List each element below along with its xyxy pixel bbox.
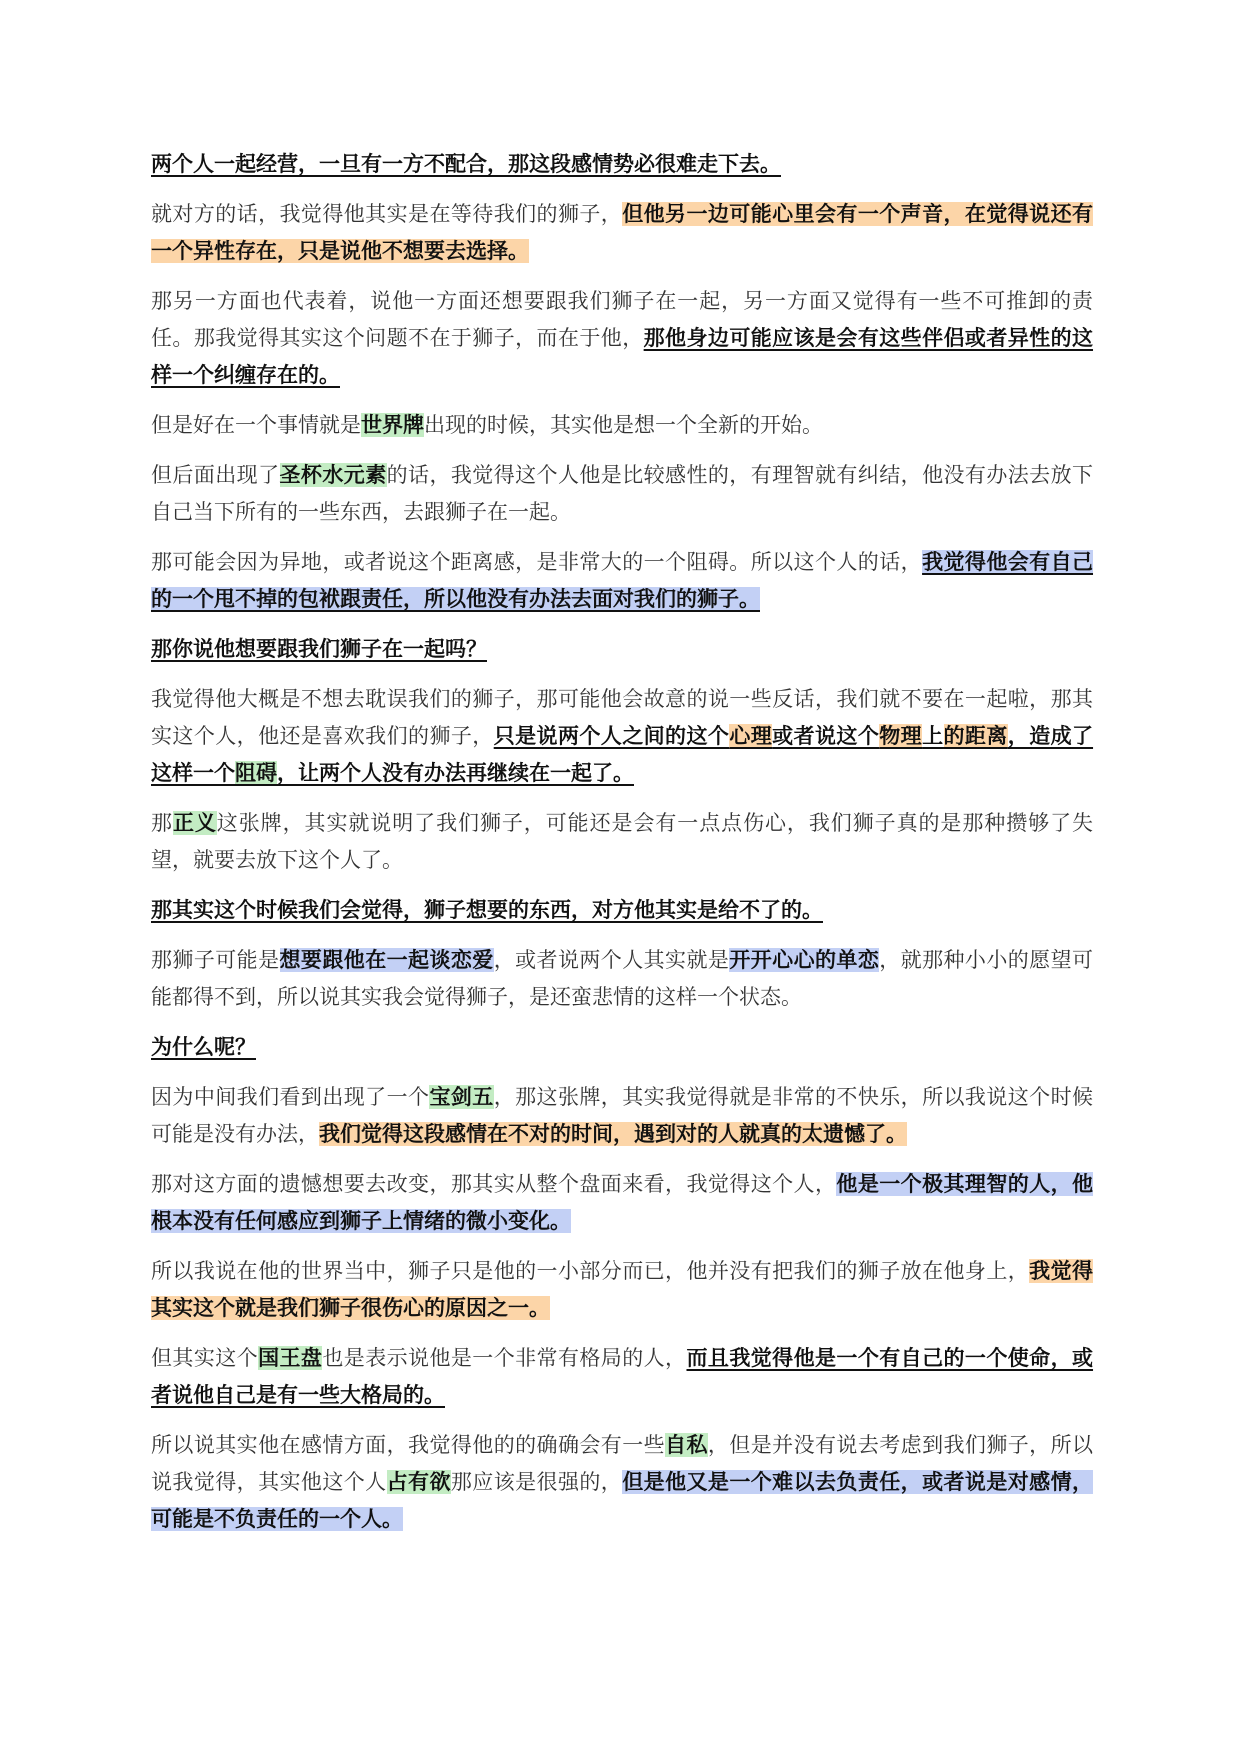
underlined-text: 而且我觉得他是一个有自己的一个使命，或者说他自己是有一些大格局的。 — [151, 1346, 1094, 1407]
text-segment: 出现的时候，其实他是想一个全新的开始。 — [424, 413, 823, 437]
text-segment: 所以说其实他在感情方面，我觉得他的的确确会有一些 — [151, 1433, 666, 1457]
text-segment: ，或者说两个人其实就是 — [493, 948, 730, 972]
paragraph — [151, 631, 1093, 668]
highlighted-text: 但他另一边可能心里会有一个声音，在觉得说还有一个异性存在，只是说他不想要去选择。 — [151, 202, 1094, 263]
highlighted-text: 我们觉得这段感情在不对的时间，遇到对的人就真的太遗憾了。 — [319, 1122, 907, 1146]
text-segment: 那应该是很强的， — [450, 1470, 623, 1494]
paragraph — [151, 805, 1093, 879]
paragraph — [151, 681, 1093, 792]
highlighted-text: 物理 — [879, 724, 923, 748]
text-segment: 的话，我觉得这个人他是比较感性的，有理智就有纠结，他没有办法去放下自己当下所有的一些东西，去跟狮子在一起。 — [151, 463, 1094, 524]
text-segment: ，那这张牌，其实我觉得就是非常的不快乐，所以我说这个时候可能是没有办法， — [151, 1085, 1094, 1146]
paragraph — [151, 1427, 1093, 1538]
text-segment: 这张牌，其实就说明了我们狮子，可能还是会有一点点伤心，我们狮子真的是那种攒够了失望，就要去放下这个人了。 — [151, 811, 1094, 872]
text-segment: 所以我说在他的世界当中，狮子只是他的一小部分而已，他并没有把我们的狮子放在他身上， — [151, 1259, 1030, 1283]
text-segment: 但是好在一个事情就是 — [151, 413, 361, 437]
underlined-text: 那他身边可能应该是会有这些伴侣或者异性的这样一个纠缠存在的。 — [151, 326, 1094, 387]
paragraph — [151, 283, 1093, 394]
paragraph — [151, 407, 1093, 444]
highlighted-text: 我觉得其实这个就是我们狮子很伤心的原因之一。 — [151, 1259, 1094, 1320]
highlighted-text: 但是他又是一个难以去负责任，或者说是对感情，可能是不负责任的一个人。 — [151, 1470, 1094, 1531]
text-segment: 那狮子可能是 — [151, 948, 280, 972]
highlighted-keyword: 圣杯水元素 — [279, 463, 387, 487]
text-segment: 那另一方面也代表着，说他一方面还想要跟我们狮子在一起，另一方面又觉得有一些不可推卸的责任。那我觉得其实这个问题不在于狮子，而在于他， — [151, 289, 1093, 350]
paragraph — [151, 1340, 1093, 1414]
highlighted-keyword: 自私 — [665, 1433, 708, 1457]
text-segment: 那对这方面的遗憾想要去改变，那其实从整个盘面来看，我觉得这个人， — [151, 1172, 837, 1196]
highlighted-keyword: 世界牌 — [361, 413, 424, 437]
text-segment: 但后面出现了 — [151, 463, 280, 487]
underlined-text: 上 — [922, 724, 944, 748]
paragraph — [151, 544, 1093, 618]
paragraph — [151, 1166, 1093, 1240]
paragraph — [151, 942, 1093, 1016]
highlighted-keyword: 宝剑五 — [429, 1085, 494, 1109]
text-segment: 那可能会因为异地，或者说这个距离感，是非常大的一个阻碍。所以这个人的话， — [151, 550, 923, 574]
highlighted-text: 心理 — [729, 724, 773, 748]
highlighted-text: 开开心心的单恋 — [729, 948, 880, 972]
highlighted-text: 我觉得他会有自己的一个甩不掉的包袱跟责任，所以他没有办法去面对我们的狮子。 — [151, 550, 1094, 611]
text-segment: 就对方的话，我觉得他其实是在等待我们的狮子， — [151, 202, 623, 226]
highlighted-keyword: 阻碍 — [235, 761, 277, 785]
highlighted-keyword: 正义 — [172, 811, 217, 835]
underlined-text: ，造成了这样一个 — [151, 724, 1094, 785]
underlined-text: 或者说这个 — [772, 724, 880, 748]
underlined-text: 只是说两个人之间的这个 — [493, 724, 730, 748]
text-segment: 也是表示说他是一个非常有格局的人， — [322, 1346, 687, 1370]
text-segment: 因为中间我们看到出现了一个 — [151, 1085, 430, 1109]
text-segment: ，但是并没有说去考虑到我们狮子，所以说我觉得，其实他这个人 — [151, 1433, 1094, 1494]
underlined-text: 两个人一起经营，一旦有一方不配合，那这段感情势必很难走下去。 — [151, 152, 781, 176]
text-segment: 那 — [151, 811, 173, 835]
underlined-text: 那你说他想要跟我们狮子在一起吗？ — [151, 637, 487, 661]
text-segment: 但其实这个 — [151, 1346, 259, 1370]
highlighted-text: 想要跟他在一起谈恋爱 — [279, 948, 494, 972]
highlighted-text: 他是一个极其理智的人，他根本没有任何感应到狮子上情绪的微小变化。 — [151, 1172, 1094, 1233]
highlighted-keyword: 国王盘 — [258, 1346, 323, 1370]
paragraph — [151, 146, 1093, 183]
paragraph — [151, 1253, 1093, 1327]
underlined-text: ，让两个人没有办法再继续在一起了。 — [277, 761, 634, 785]
paragraph — [151, 457, 1093, 531]
paragraph — [151, 1079, 1093, 1153]
text-segment: ，就那种小小的愿望可能都得不到，所以说其实我会觉得狮子，是还蛮悲情的这样一个状态。 — [151, 948, 1094, 1009]
text-segment: 我觉得他大概是不想去耽误我们的狮子，那可能他会故意的说一些反话，我们就不要在一起啦，那其实这个人，他还是喜欢我们的狮子， — [151, 687, 1093, 748]
underlined-text: 那其实这个时候我们会觉得，狮子想要的东西，对方他其实是给不了的。 — [151, 898, 823, 922]
document-body — [151, 146, 1093, 1551]
paragraph — [151, 196, 1093, 270]
underlined-text: 为什么呢？ — [151, 1035, 256, 1059]
paragraph — [151, 1029, 1093, 1066]
paragraph — [151, 892, 1093, 929]
highlighted-keyword: 占有欲 — [386, 1470, 451, 1494]
highlighted-text: 的距离 — [943, 724, 1008, 748]
